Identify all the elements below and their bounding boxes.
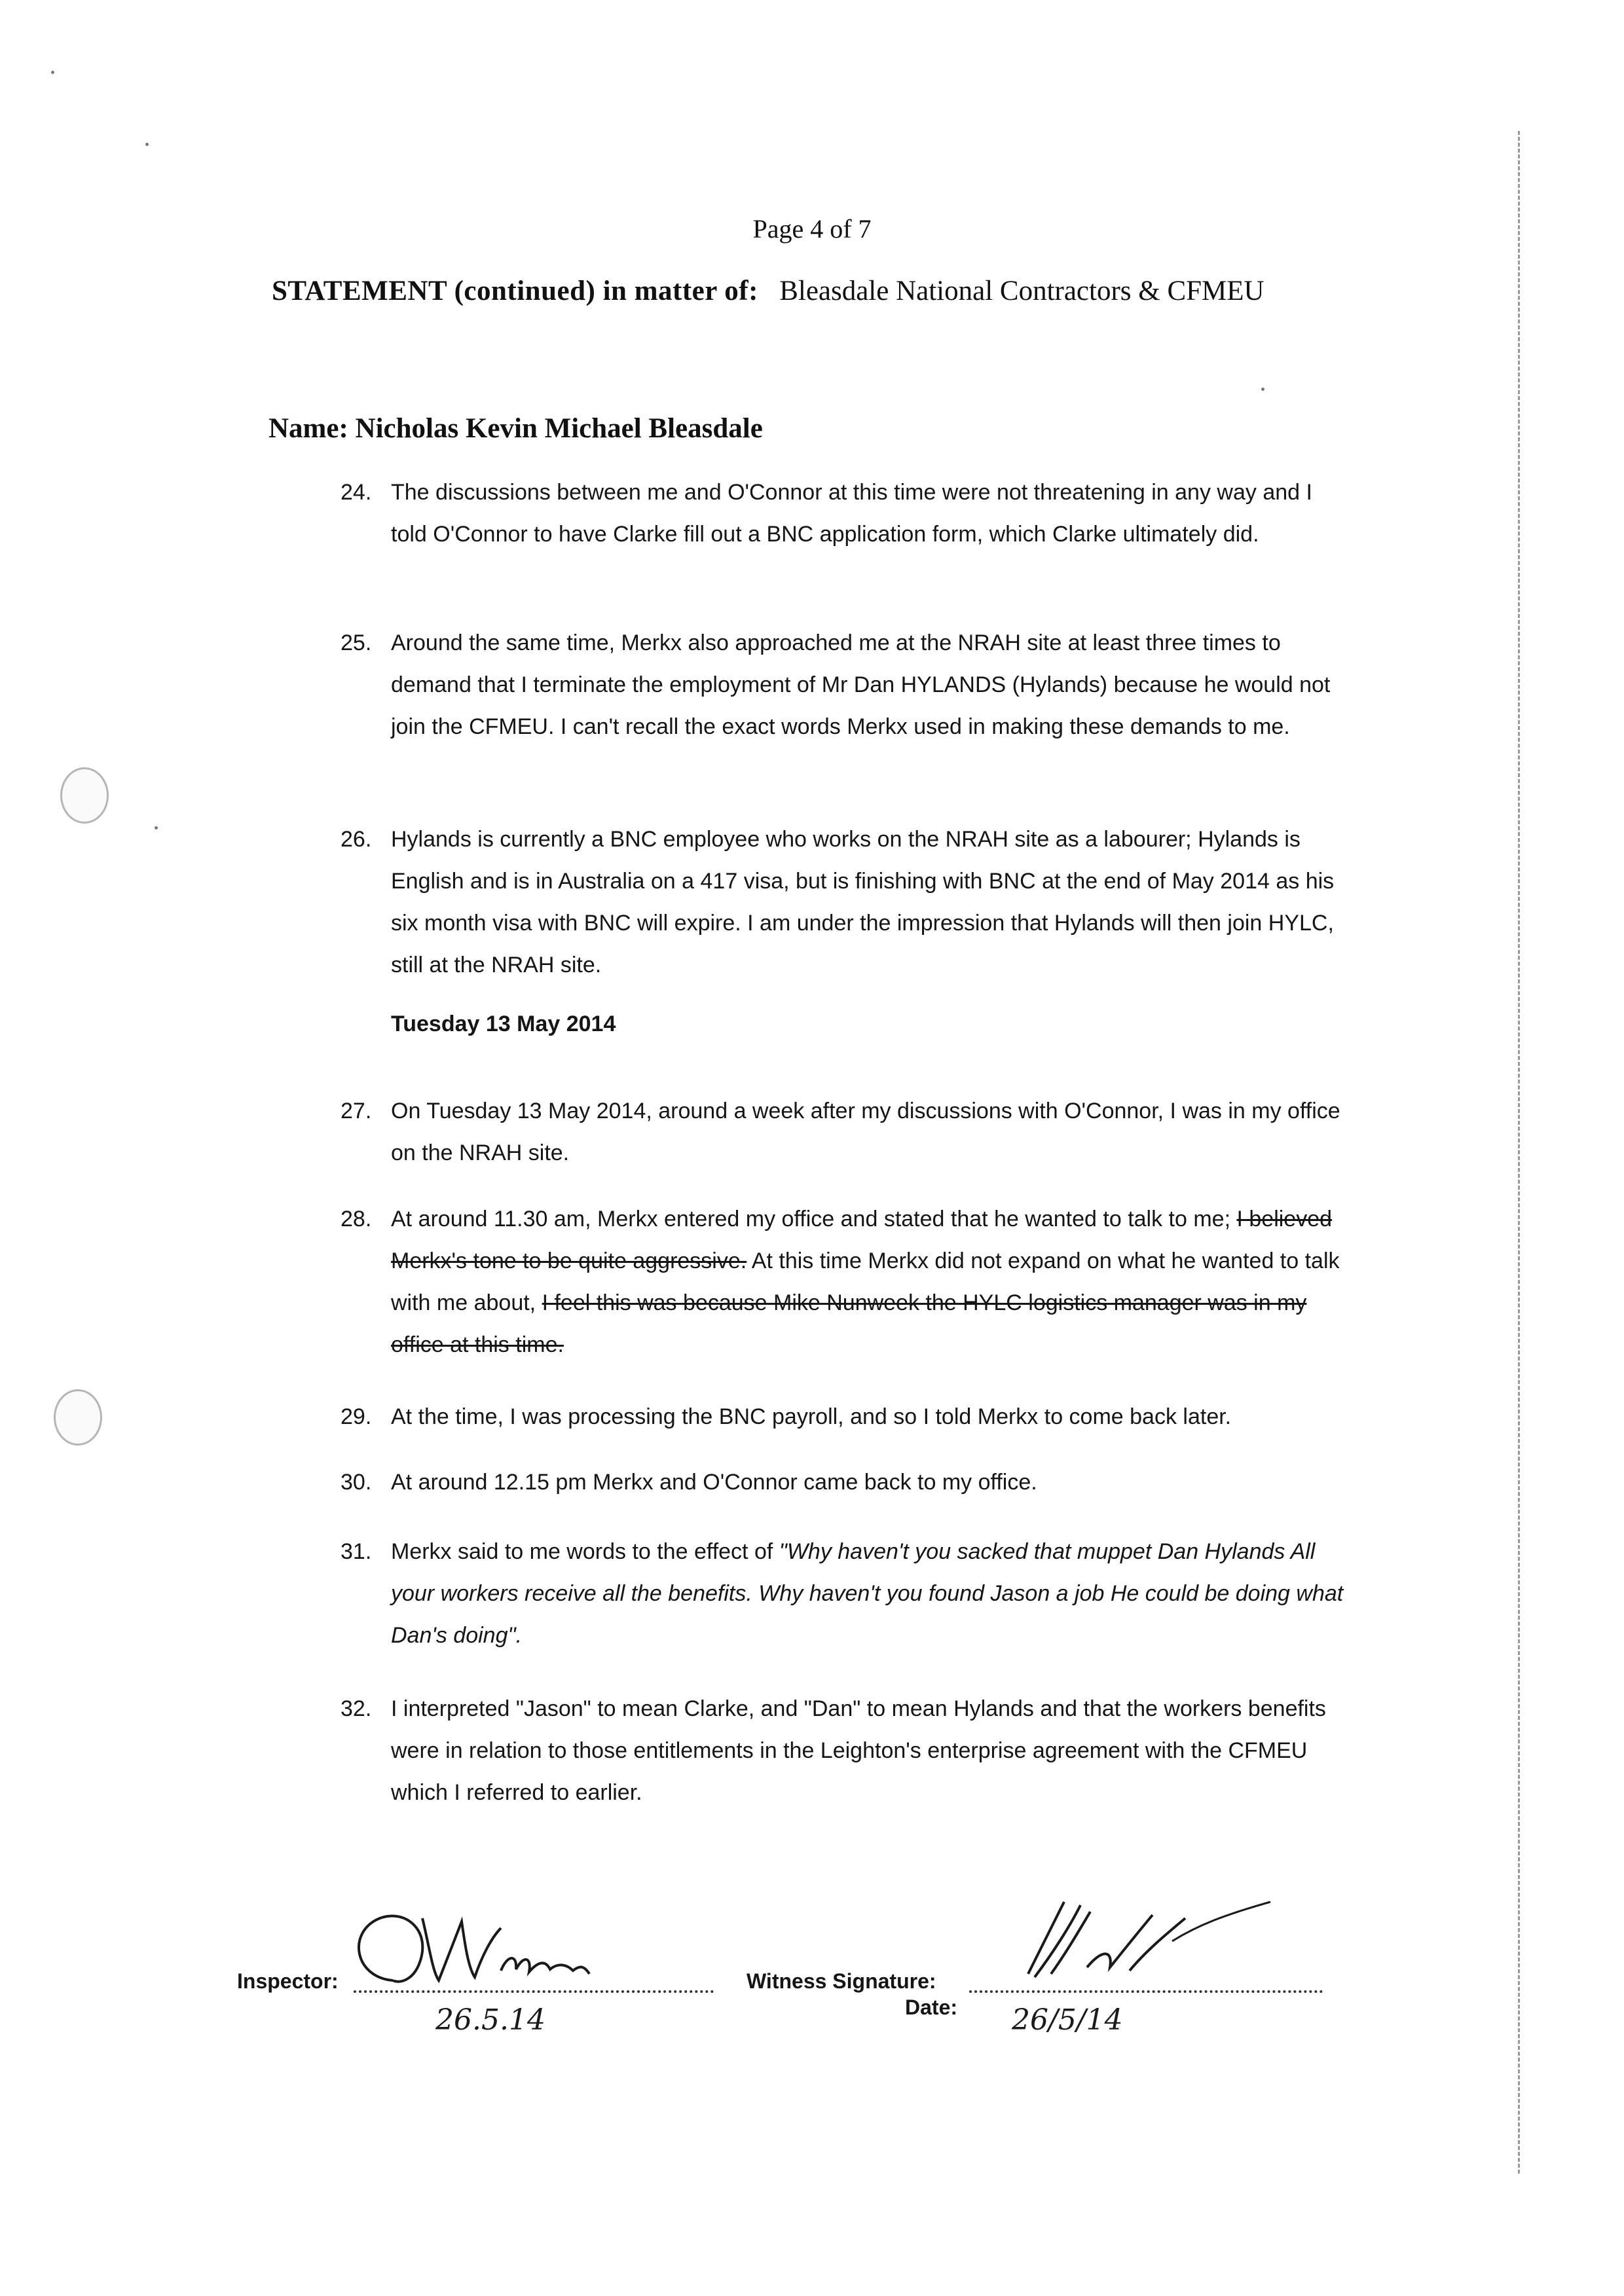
- paragraph-30: [341, 1461, 1349, 1503]
- statement-maker-name: Nicholas Kevin Michael Bleasdale: [355, 413, 763, 444]
- punch-hole-top: [60, 767, 109, 824]
- paragraph-32: [341, 1688, 1349, 1813]
- paragraph-24: [341, 471, 1349, 555]
- paragraph-text: The discussions between me and O'Connor at this time were not threatening in any way and I told O'Connor to have Clarke fill out a BNC application form, which Clarke ultimately did.: [391, 480, 1312, 547]
- paragraph-text: On Tuesday 13 May 2014, around a week after my discussions with O'Connor, I was in my office on the NRAH site.: [391, 1099, 1340, 1165]
- page-number: Page 4 of 7: [752, 214, 872, 244]
- punch-hole-bottom: [54, 1389, 102, 1446]
- quoted-words: "Why haven't you sacked that muppet Dan Hylands All your workers receive all the benefits. Why haven't you found Jason a job He could be doing what Dan's doing".: [391, 1539, 1344, 1648]
- name-label: Name:: [268, 413, 348, 444]
- paragraph-number: 27.: [341, 1099, 372, 1123]
- paragraph-text: At the time, I was processing the BNC payroll, and so I told Merkx to come back later.: [391, 1404, 1232, 1429]
- witness-signature: [1015, 1889, 1290, 1987]
- inspector-date: 26.5.14: [435, 2003, 545, 2037]
- paragraph-text-part: At around 11.30 am, Merkx entered my office and stated that he wanted to talk to me;: [391, 1207, 1231, 1231]
- struck-out-text: I believed Merkx's tone to be quite aggressive.: [391, 1207, 1333, 1273]
- paragraph-text: Around the same time, Merkx also approached me at the NRAH site at least three times to demand that I terminate the employment of Mr Dan HYLANDS (Hylands) because he would not join the CFMEU. I can't recall the exact words Merkx used in making these demands to me.: [391, 630, 1331, 739]
- paragraph-number: 26.: [341, 827, 372, 852]
- paragraph-number: 32.: [341, 1696, 372, 1721]
- paragraph-number: 25.: [341, 630, 372, 655]
- statement-prefix: STATEMENT (continued) in matter of:: [272, 276, 758, 306]
- paragraph-text: [391, 1531, 1349, 1656]
- paragraph-text-part: At this time Merkx did not expand on what he wanted to talk with me about,: [391, 1248, 1340, 1315]
- paragraph-number: 24.: [341, 480, 372, 505]
- page-edge-line: [1518, 131, 1520, 2174]
- paragraph-number: 31.: [341, 1539, 372, 1564]
- inspector-label: Inspector:: [237, 1969, 339, 1993]
- paragraph-26: [341, 818, 1349, 986]
- witness-date: 26/5/14: [1012, 2003, 1123, 2037]
- inspector-signature: [341, 1892, 616, 1997]
- scan-speck: [145, 143, 149, 146]
- scan-speck: [1261, 388, 1264, 391]
- scan-speck: [51, 71, 54, 74]
- paragraph-text-part: Merkx said to me words to the effect of: [391, 1539, 779, 1564]
- date-heading: Tuesday 13 May 2014: [391, 1011, 616, 1036]
- paragraph-text: At around 12.15 pm Merkx and O'Connor came back to my office.: [391, 1470, 1037, 1495]
- paragraph-28: [341, 1198, 1349, 1366]
- paragraph-text: I interpreted "Jason" to mean Clarke, and "Dan" to mean Hylands and that the workers benefits were in relation to those entitlements in the Leighton's enterprise agreement with the CFMEU which I referred to earlier.: [391, 1696, 1326, 1805]
- paragraph-text: [391, 1198, 1349, 1366]
- name-line: [268, 412, 763, 445]
- witness-signature-label: Witness Signature:: [747, 1969, 936, 1993]
- date-label: Date:: [905, 1995, 958, 2019]
- statement-heading: [272, 275, 1320, 307]
- struck-out-text: I feel this was because Mike Nunweek the HYLC logistics manager was in my office at this time.: [391, 1290, 1307, 1357]
- witness-signature-line: [969, 1990, 1323, 1993]
- paragraph-31: [341, 1531, 1349, 1656]
- paragraph-27: [341, 1090, 1349, 1174]
- paragraph-29: [341, 1396, 1349, 1438]
- matter-title: Bleasdale National Contractors & CFMEU: [779, 276, 1264, 306]
- paragraph-number: 30.: [341, 1470, 372, 1495]
- paragraph-number: 29.: [341, 1404, 372, 1429]
- paragraph-text: Hylands is currently a BNC employee who works on the NRAH site as a labourer; Hylands is English and is in Australia on a 417 visa, but is finishing with BNC at the end of May 2014 as his six month visa with BNC will expire. I am under the impression that Hylands will then join HYLC, still at the NRAH site.: [391, 827, 1335, 977]
- paragraph-25: [341, 622, 1349, 748]
- scan-speck: [155, 826, 158, 829]
- paragraph-number: 28.: [341, 1207, 372, 1231]
